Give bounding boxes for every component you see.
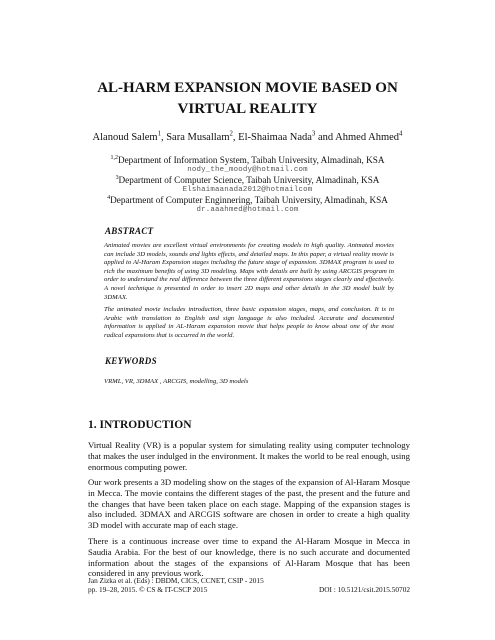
- footer-proceedings: Jan Zizka et al. (Eds) : DBDM, CICS, CCNET, CSIP - 2015: [88, 576, 264, 585]
- title-line-2: VIRTUAL REALITY: [177, 101, 318, 117]
- keywords-heading: KEYWORDS: [105, 356, 157, 366]
- paper-title: [0, 78, 495, 120]
- affiliation: $^3$Department of Computer Science, Taibah University, Almadinah, KSA: [115, 174, 380, 185]
- keywords-text: VRML, VR, 3DMAX , ARCGIS, modelling, 3D models: [104, 378, 249, 385]
- author: Alanoud Salem$^1$,: [92, 130, 167, 143]
- author-email: Elshaimaanada2012@hotmailcom: [182, 186, 313, 194]
- abstract-paragraph: Animated movies are excellent virtual environments for creating models in high quality. Animated movies can include 3D models, sounds and lights effects, and detailed maps. In this paper, a virtual reality movie is applied to Al-Haram Expansion stages including the future stage of expansion. 3DMAX program is used to rich the maximum benefits of using 3D modeling. Maps with details are built by using ARCGIS program in order to understand the real difference between the three different expansions stages clearly and effectively. A novel technique is presented in order to insert 2D maps and other details in the 3D model built by 3DMAX.: [104, 242, 394, 301]
- author: Ahmed Ahmed$^4$: [335, 130, 403, 143]
- author-email: dr.aaahmed@hotmail.com: [196, 206, 299, 214]
- affiliation: $^{1,2}$Department of Information System, Taibah University, Almadinah, KSA: [110, 154, 385, 165]
- author: Sara Musallam$^2$,: [166, 130, 239, 143]
- affiliation: $^4$Department of Computer Enginnering, Taibah University, Almadinah, KSA: [107, 194, 388, 205]
- page-footer: [88, 576, 410, 595]
- body-paragraph: Virtual Reality (VR) is a popular system for simulating reality using computer technology that makes the user indulged in the environment. It makes the world to be real enough, using enormous computing power.: [88, 440, 410, 472]
- author: El-Shaimaa Nada$^3$ and: [238, 130, 336, 143]
- section-heading: 1. INTRODUCTION: [88, 419, 192, 431]
- abstract-heading: ABSTRACT: [105, 226, 154, 236]
- author-list: [0, 132, 495, 143]
- title-line-1: AL-HARM EXPANSION MOVIE BASED ON: [97, 80, 398, 96]
- body-paragraph: There is a continuous increase over time to expand the Al-Haram Mosque in Mecca in Saudia Arabia. For the best of our knowledge, there is no such accurate and documented information about the stages of the expansions of Al-Haram Mosque that has been considered in any previous work.: [88, 536, 410, 579]
- author-email: nody_the_moody@hotmail.com: [187, 166, 308, 174]
- affiliation-block: [0, 155, 495, 214]
- body-paragraph: Our work presents a 3D modeling show on the stages of the expansion of Al-Haram Mosque in Mecca. The movie contains the different stages of the past, the present and the future and the changes that have been taken place on each stage. Mapping of the expansion stages is also included. 3DMAX and ARCGIS software are chosen in order to create a high quality 3D model with accurate map of each stage.: [88, 477, 410, 531]
- abstract-paragraph: The animated movie includes introduction, three basic expansion stages, maps, and conclusion. It is in Arabic with translation to English and sign language is also included. Accurate and documented information is applied in AL-Haram expansion movie that helps people to know about one of the most radical expansions that is occurred in the world.: [104, 306, 394, 339]
- footer-pages: pp. 19–28, 2015. © CS & IT-CSCP 2015: [88, 585, 208, 595]
- footer-doi: DOI : 10.5121/csit.2015.50702: [318, 585, 410, 595]
